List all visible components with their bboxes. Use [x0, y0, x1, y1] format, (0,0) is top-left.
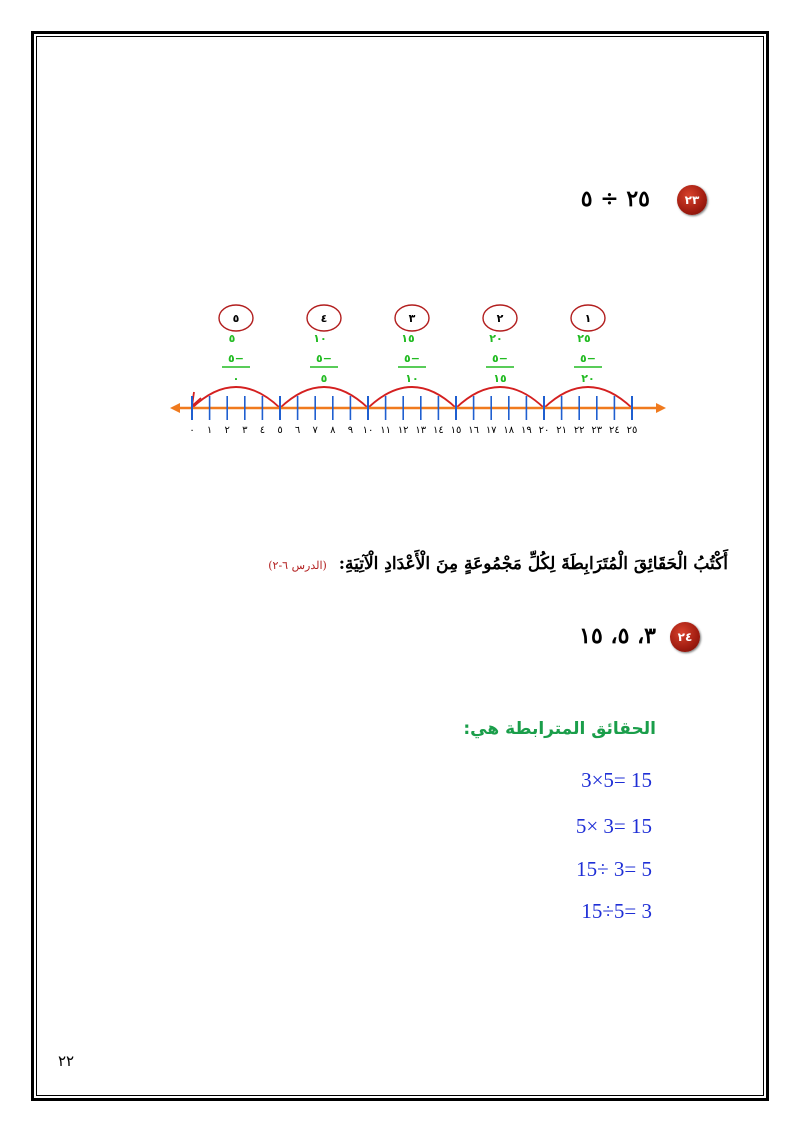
number-line-diagram: [0, 296, 800, 456]
instruction-line: [268, 554, 728, 574]
step-difference-١: ٢٠: [581, 372, 595, 385]
jump-arc-5: [192, 387, 280, 408]
tick-label-14: ١٤: [433, 425, 444, 436]
tick-label-2: ٢: [224, 425, 230, 436]
step-subtrahend-١: ٥−: [580, 352, 596, 365]
problem-24-numbers: ٣، ٥، ١٥: [579, 623, 656, 649]
facts-title: الحقائق المترابطة هي:: [463, 719, 656, 739]
tick-label-21: ٢١: [556, 425, 567, 436]
step-minuend-٣: ١٥: [401, 332, 415, 345]
problem-24-badge: ٢٤: [670, 622, 700, 652]
tick-label-24: ٢٤: [609, 425, 620, 436]
fact-1: 3×5= 15: [581, 768, 652, 792]
fact-2: 5× 3= 15: [575, 814, 652, 838]
step-order-١: ١: [584, 312, 592, 325]
jump-arc-1: [544, 387, 632, 408]
problem-23-expression: ٢٥ ÷ ٥: [580, 186, 650, 212]
tick-label-13: ١٣: [415, 425, 427, 436]
step-order-٢: ٢: [496, 312, 504, 325]
tick-label-19: ١٩: [521, 425, 532, 436]
tick-label-11: ١١: [380, 425, 391, 436]
jump-arc-2: [456, 387, 544, 408]
step-order-٣: ٣: [408, 312, 416, 325]
step-order-٤: ٤: [320, 312, 328, 325]
tick-label-7: ٧: [312, 425, 318, 436]
step-subtrahend-٣: ٥−: [404, 352, 420, 365]
step-minuend-٤: ١٠: [313, 332, 327, 345]
step-minuend-١: ٢٥: [577, 332, 591, 345]
tick-label-0: ٠: [189, 425, 195, 436]
tick-label-23: ٢٣: [591, 425, 603, 436]
tick-label-8: ٨: [330, 425, 336, 436]
step-difference-٢: ١٥: [493, 372, 507, 385]
tick-label-12: ١٢: [397, 425, 409, 436]
step-difference-٣: ١٠: [405, 372, 419, 385]
tick-label-4: ٤: [259, 425, 266, 436]
step-minuend-٥: ٥: [228, 332, 236, 345]
page-number: ٢٢: [58, 1052, 75, 1070]
tick-label-10: ١٠: [362, 425, 374, 436]
step-subtrahend-٤: ٥−: [316, 352, 332, 365]
tick-label-20: ٢٠: [538, 425, 550, 436]
tick-label-6: ٦: [294, 425, 301, 436]
tick-label-5: ٥: [277, 425, 283, 436]
axis-left-arrow: [170, 403, 180, 413]
jump-arc-4: [280, 387, 368, 408]
tick-label-16: ١٦: [468, 425, 479, 436]
step-difference-٤: ٥: [320, 372, 328, 385]
tick-label-1: ١: [206, 425, 213, 436]
tick-label-3: ٣: [242, 425, 248, 436]
tick-label-18: ١٨: [503, 425, 515, 436]
step-minuend-٢: ٢٠: [489, 332, 503, 345]
step-subtrahend-٢: ٥−: [492, 352, 508, 365]
step-difference-٥: ٠: [232, 372, 240, 385]
fact-4: 15÷5= 3: [581, 899, 652, 923]
problem-23-badge: ٢٣: [677, 185, 707, 215]
step-subtrahend-٥: ٥−: [228, 352, 244, 365]
tick-label-25: ٢٥: [626, 425, 638, 436]
tick-label-9: ٩: [347, 425, 354, 436]
axis-right-arrow: [656, 403, 666, 413]
tick-label-22: ٢٢: [573, 425, 585, 436]
tick-label-17: ١٧: [485, 425, 497, 436]
lesson-reference: (الدرس ٦-٢): [268, 559, 327, 572]
instruction-text: أَكْتُبُ الْحَقَائِقَ الْمُتَرَابِطَةَ لِكُلِّ مَجْمُوعَةٍ مِنَ الْأَعْدَادِ الْآتِيَةِ:: [338, 554, 728, 574]
fact-3: 15÷ 3= 5: [576, 857, 652, 881]
tick-label-15: ١٥: [450, 425, 462, 436]
jump-arc-3: [368, 387, 456, 408]
step-order-٥: ٥: [232, 312, 240, 325]
